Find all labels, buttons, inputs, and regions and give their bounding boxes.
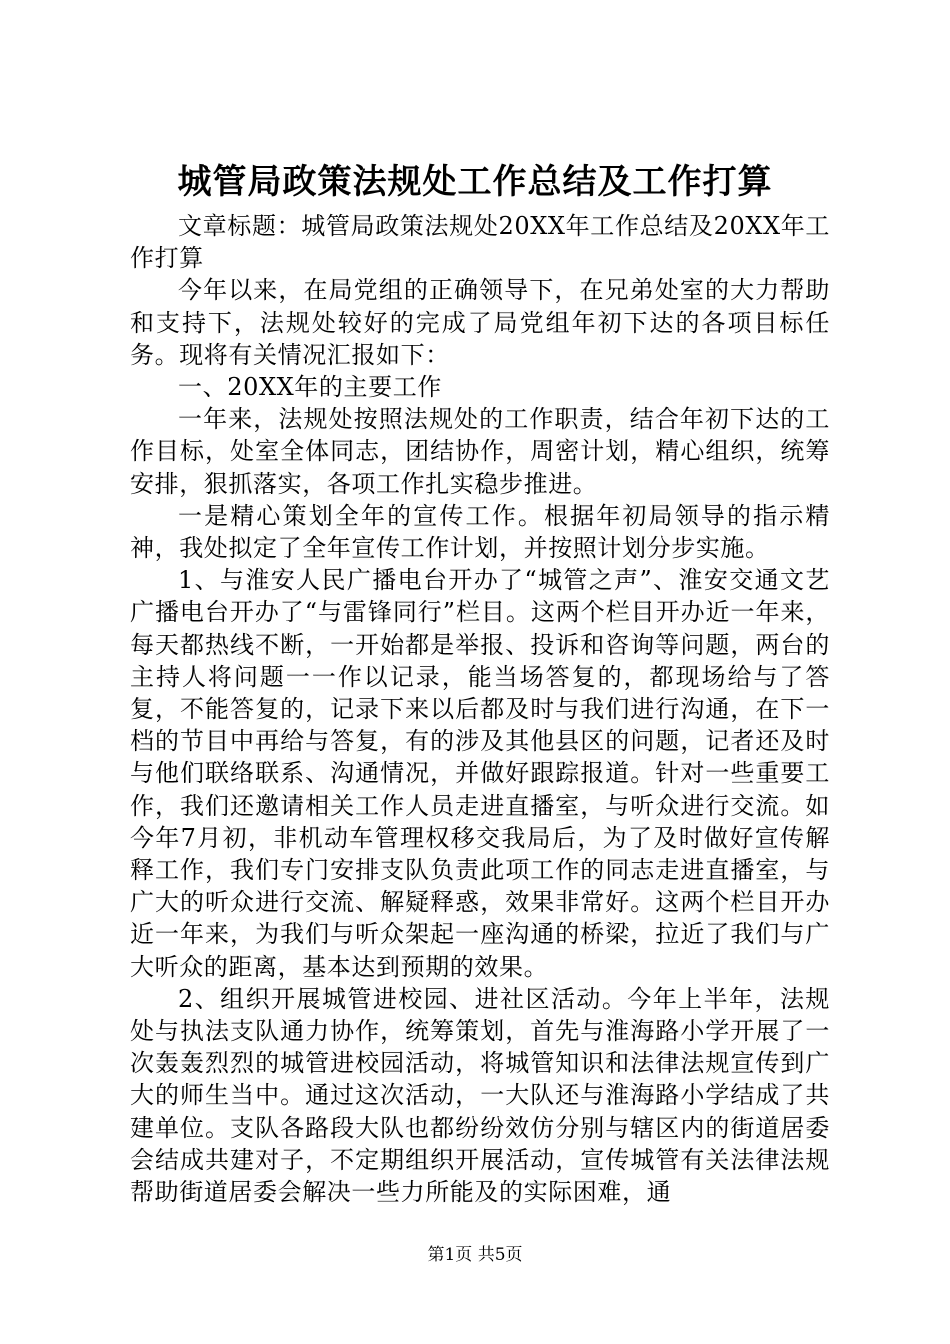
paragraph-radio-programs: 1、与淮安人民广播电台开办了“城管之声”、淮安交通文艺广播电台开办了“与雷锋同行”栏目。这两个栏目开办近一年来，每天都热线不断，一开始都是举报、投诉和咨询等问题，两台的主持人将问题一一作以记录，能当场答复的，都现场给与了答复，不能答复的，记录下来以后都及时与我们进行沟通，在下一档的节目中再给与答复，有的涉及其他县区的问题，记者还及时与他们联络联系、沟通情况，并做好跟踪报道。针对一些重要工作，我们还邀请相关工作人员走进直播室，与听众进行交流。如今年7月初，非机动车管理权移交我局后，为了及时做好宣传解释工作，我们专门安排支队负责此项工作的同志走进直播室，与广大的听众进行交流、解疑释惑，效果非常好。这两个栏目开办近一年来，为我们与听众架起一座沟通的桥梁，拉近了我们与广大听众的距离，基本达到预期的效果。 — [130, 566, 830, 981]
paragraph-intro: 今年以来，在局党组的正确领导下，在兄弟处室的大力帮助和支持下，法规处较好的完成了局党组年初下达的各项目标任务。现将有关情况汇报如下： — [130, 276, 830, 369]
section-heading-main-work: 一、20XX年的主要工作 — [178, 373, 442, 402]
document-body — [130, 210, 830, 1208]
paragraph-article-title: 文章标题：城管局政策法规处20XX年工作总结及20XX年工作打算 — [130, 212, 830, 273]
document-title: 城管局政策法规处工作总结及工作打算 — [177, 162, 773, 202]
paragraph-campus-community: 2、组织开展城管进校园、进社区活动。今年上半年，法规处与执法支队通力协作，统筹策划，首先与淮海路小学开展了一次轰轰烈烈的城管进校园活动，将城管知识和法律法规宣传到广大的师生当中。通过这次活动，一大队还与淮海路小学结成了共建单位。支队各路段大队也都纷纷效仿分别与辖区内的街道居委会结成共建对子，不定期组织开展活动，宣传城管有关法律法规帮助街道居委会解决一些力所能及的实际困难，通 — [130, 984, 830, 1207]
page-footer: 第1页 共5页 — [427, 1245, 523, 1265]
paragraph-publicity-plan: 一是精心策划全年的宣传工作。根据年初局领导的指示精神，我处拟定了全年宣传工作计划，并按照计划分步实施。 — [130, 501, 830, 563]
paragraph-overview: 一年来，法规处按照法规处的工作职责，结合年初下达的工作目标，处室全体同志，团结协作，周密计划，精心组织，统筹安排，狠抓落实，各项工作扎实稳步推进。 — [130, 405, 830, 498]
